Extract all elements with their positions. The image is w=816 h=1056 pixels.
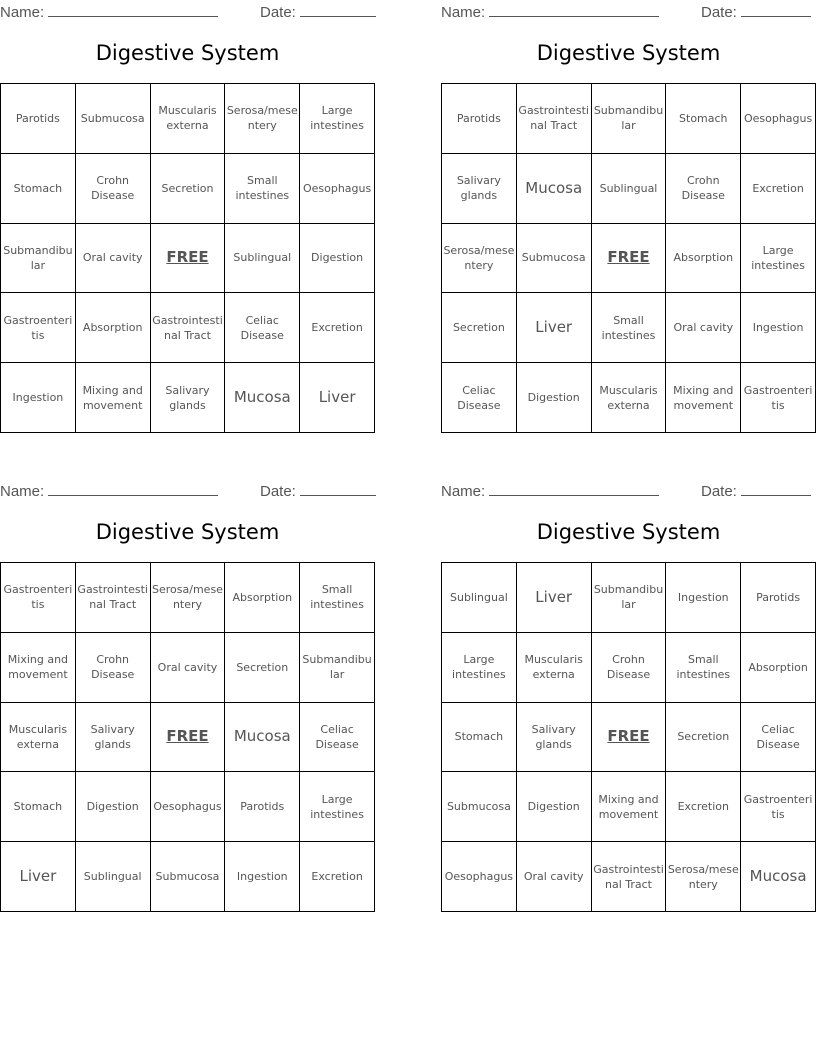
bingo-cell: Sublingual: [592, 154, 667, 224]
bingo-cell: Parotids: [442, 84, 517, 154]
bingo-cell: Submandibular: [592, 563, 667, 633]
date-blank-line: [741, 2, 811, 17]
name-field: [441, 481, 659, 500]
free-space-cell: FREE: [592, 224, 667, 294]
name-label: Name:: [441, 483, 486, 500]
bingo-cell: Sublingual: [225, 224, 300, 294]
bingo-cell: Oral cavity: [666, 293, 741, 363]
bingo-cell: Stomach: [1, 154, 76, 224]
bingo-cell: Muscularis externa: [517, 633, 592, 703]
bingo-cell: Excretion: [300, 842, 375, 912]
bingo-cell: Parotids: [741, 563, 816, 633]
bingo-cell: Submandibular: [300, 633, 375, 703]
bingo-grid: [0, 83, 375, 433]
bingo-cell: Submucosa: [442, 772, 517, 842]
bingo-cell: Submucosa: [76, 84, 151, 154]
free-space-cell: FREE: [151, 703, 226, 773]
bingo-cell: Mixing and movement: [592, 772, 667, 842]
bingo-cell: Muscularis externa: [1, 703, 76, 773]
card-title: Digestive System: [95, 41, 280, 65]
bingo-cell: Muscularis externa: [592, 363, 667, 433]
date-field: [260, 481, 376, 500]
card-header: [0, 0, 375, 20]
bingo-cell: Mucosa: [225, 363, 300, 433]
name-label: Name:: [0, 4, 45, 21]
card-header: [441, 0, 816, 20]
bingo-cell: Mixing and movement: [1, 633, 76, 703]
bingo-cell: Sublingual: [442, 563, 517, 633]
bingo-grid: [0, 562, 375, 912]
bingo-cell: Celiac Disease: [300, 703, 375, 773]
card-title: Digestive System: [536, 520, 721, 544]
bingo-cell: Crohn Disease: [76, 633, 151, 703]
date-field: [260, 2, 376, 21]
bingo-cell: Gastrointestinal Tract: [76, 563, 151, 633]
bingo-cell: Digestion: [300, 224, 375, 294]
bingo-cell: Liver: [300, 363, 375, 433]
name-field: [0, 2, 218, 21]
bingo-cell: Oesophagus: [741, 84, 816, 154]
date-field: [701, 481, 811, 500]
bingo-cell: Parotids: [225, 772, 300, 842]
bingo-card-3: [0, 479, 375, 915]
bingo-cell: Gastroenteritis: [741, 772, 816, 842]
bingo-cell: Mixing and movement: [76, 363, 151, 433]
bingo-cell: Digestion: [517, 772, 592, 842]
name-field: [0, 481, 218, 500]
bingo-cell: Submucosa: [151, 842, 226, 912]
date-blank-line: [300, 2, 376, 17]
bingo-cell: Oral cavity: [151, 633, 226, 703]
bingo-cell: Absorption: [666, 224, 741, 294]
name-blank-line: [48, 481, 218, 496]
bingo-cell: Salivary glands: [442, 154, 517, 224]
bingo-card-4: [441, 479, 816, 915]
bingo-cell: Digestion: [76, 772, 151, 842]
bingo-cell: Ingestion: [1, 363, 76, 433]
date-field: [701, 2, 811, 21]
bingo-cell: Liver: [1, 842, 76, 912]
bingo-cell: Celiac Disease: [741, 703, 816, 773]
bingo-cell: Secretion: [151, 154, 226, 224]
bingo-cell: Gastrointestinal Tract: [517, 84, 592, 154]
bingo-cell: Celiac Disease: [225, 293, 300, 363]
bingo-cell: Mucosa: [225, 703, 300, 773]
date-blank-line: [300, 481, 376, 496]
bingo-cell: Parotids: [1, 84, 76, 154]
bingo-cell: Liver: [517, 293, 592, 363]
bingo-cell: Oral cavity: [76, 224, 151, 294]
bingo-cell: Liver: [517, 563, 592, 633]
name-label: Name:: [0, 483, 45, 500]
date-blank-line: [741, 481, 811, 496]
bingo-cell: Small intestines: [225, 154, 300, 224]
bingo-cell: Gastrointestinal Tract: [151, 293, 226, 363]
free-space-cell: FREE: [151, 224, 226, 294]
bingo-cell: Serosa/mesentery: [666, 842, 741, 912]
bingo-cell: Secretion: [666, 703, 741, 773]
bingo-cell: Large intestines: [300, 772, 375, 842]
bingo-cell: Secretion: [442, 293, 517, 363]
bingo-cell: Oesophagus: [300, 154, 375, 224]
bingo-cell: Ingestion: [741, 293, 816, 363]
card-title: Digestive System: [536, 41, 721, 65]
bingo-cell: Stomach: [1, 772, 76, 842]
bingo-cell: Serosa/mesentery: [151, 563, 226, 633]
bingo-cell: Oesophagus: [442, 842, 517, 912]
name-blank-line: [48, 2, 218, 17]
bingo-cell: Ingestion: [225, 842, 300, 912]
name-blank-line: [489, 2, 659, 17]
bingo-cell: Submucosa: [517, 224, 592, 294]
bingo-cell: Submandibular: [592, 84, 667, 154]
name-blank-line: [489, 481, 659, 496]
bingo-cell: Ingestion: [666, 563, 741, 633]
bingo-cell: Sublingual: [76, 842, 151, 912]
bingo-cell: Large intestines: [300, 84, 375, 154]
bingo-cell: Salivary glands: [151, 363, 226, 433]
bingo-cell: Secretion: [225, 633, 300, 703]
bingo-cell: Gastroenteritis: [1, 563, 76, 633]
bingo-cell: Salivary glands: [517, 703, 592, 773]
date-label: Date:: [260, 4, 296, 21]
bingo-cell: Absorption: [76, 293, 151, 363]
bingo-cell: Celiac Disease: [442, 363, 517, 433]
bingo-cell: Small intestines: [592, 293, 667, 363]
bingo-card-2: [441, 0, 816, 436]
bingo-cell: Gastroenteritis: [1, 293, 76, 363]
bingo-cell: Oesophagus: [151, 772, 226, 842]
bingo-cell: Absorption: [225, 563, 300, 633]
bingo-cell: Mucosa: [517, 154, 592, 224]
bingo-cell: Absorption: [741, 633, 816, 703]
bingo-cell: Small intestines: [666, 633, 741, 703]
bingo-cell: Mucosa: [741, 842, 816, 912]
card-title: Digestive System: [95, 520, 280, 544]
bingo-cell: Salivary glands: [76, 703, 151, 773]
bingo-cell: Digestion: [517, 363, 592, 433]
bingo-grid: [441, 83, 816, 433]
bingo-cell: Excretion: [666, 772, 741, 842]
date-label: Date:: [701, 4, 737, 21]
bingo-cell: Muscularis externa: [151, 84, 226, 154]
bingo-cell: Submandibular: [1, 224, 76, 294]
bingo-cell: Crohn Disease: [666, 154, 741, 224]
bingo-cell: Stomach: [442, 703, 517, 773]
bingo-cell: Serosa/mesentery: [442, 224, 517, 294]
bingo-grid: [441, 562, 816, 912]
date-label: Date:: [701, 483, 737, 500]
bingo-card-1: [0, 0, 375, 436]
bingo-cell: Gastrointestinal Tract: [592, 842, 667, 912]
bingo-cell: Excretion: [300, 293, 375, 363]
bingo-cell: Excretion: [741, 154, 816, 224]
bingo-cell: Crohn Disease: [592, 633, 667, 703]
free-space-cell: FREE: [592, 703, 667, 773]
bingo-cell: Serosa/mesentery: [225, 84, 300, 154]
bingo-cell: Large intestines: [442, 633, 517, 703]
name-field: [441, 2, 659, 21]
bingo-cell: Oral cavity: [517, 842, 592, 912]
card-header: [441, 479, 816, 499]
bingo-cell: Mixing and movement: [666, 363, 741, 433]
name-label: Name:: [441, 4, 486, 21]
bingo-cell: Crohn Disease: [76, 154, 151, 224]
bingo-cell: Small intestines: [300, 563, 375, 633]
bingo-cell: Gastroenteritis: [741, 363, 816, 433]
bingo-cell: Large intestines: [741, 224, 816, 294]
date-label: Date:: [260, 483, 296, 500]
card-header: [0, 479, 375, 499]
bingo-cell: Stomach: [666, 84, 741, 154]
